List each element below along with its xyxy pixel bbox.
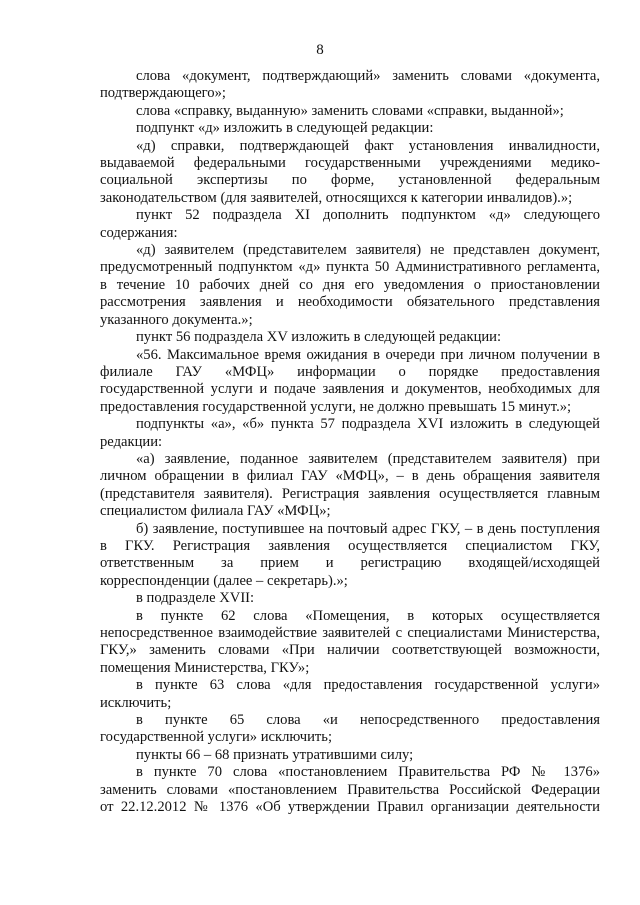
- text-line: государственной услуги и подаче заявления и документов, необходимых для: [100, 381, 600, 398]
- paragraph: [100, 764, 600, 816]
- paragraph: [100, 416, 600, 451]
- paragraph: [100, 712, 600, 747]
- text-line: слова «документ, подтверждающий» заменить словами «документа,: [136, 68, 600, 84]
- text-line: ответственным за прием и регистрацию входящей/исходящей: [100, 555, 600, 572]
- text-line: исключить;: [100, 694, 172, 711]
- text-line: рассмотрения заявления и необходимости обязательного представления: [100, 294, 600, 311]
- text-line: в пункте 70 слова «постановлением Правительства РФ № 1376»: [136, 764, 600, 781]
- text-line: слова «справку, выданную» заменить словами «справки, выданной»;: [136, 102, 564, 119]
- text-line: в пункте 65 слова «и непосредственного предоставления: [136, 712, 600, 729]
- paragraph: [100, 347, 600, 417]
- text-line: в пункте 63 слова «для предоставления государственной услуги»: [136, 677, 600, 694]
- text-line: «д) заявителем (представителем заявителя) не представлен документ,: [136, 242, 600, 259]
- text-line: указанного документа.»;: [100, 311, 253, 328]
- text-line: подтверждающего»;: [100, 85, 226, 102]
- paragraph: [100, 608, 600, 678]
- paragraph: [100, 103, 600, 120]
- text-line: пункт 52 подраздела XI дополнить подпунктом «д» следующего: [136, 207, 600, 224]
- paragraph: [100, 521, 600, 591]
- text-line: государственной услуги» исключить;: [100, 729, 332, 746]
- text-line: помещения Министерства, ГКУ»;: [100, 659, 310, 676]
- text-line: специалистом филиала ГАУ «МФЦ»;: [100, 503, 331, 520]
- text-line: предоставления государственной услуги, не должно превышать 15 минут.»;: [100, 398, 572, 415]
- text-line: ГКУ,» заменить словами «При наличии соответствующей возможности,: [100, 642, 600, 659]
- text-line: подпункт «д» изложить в следующей редакции:: [136, 120, 434, 137]
- text-line: выдаваемой федеральными государственными учреждениями медико-: [100, 155, 600, 172]
- paragraph: [100, 138, 600, 208]
- text-line: в пункте 62 слова «Помещения, в которых осуществляется: [136, 607, 600, 624]
- paragraph: [100, 747, 600, 764]
- paragraph: [100, 451, 600, 521]
- paragraph: [100, 590, 600, 607]
- text-line: в течение 10 рабочих дней со дня его уведомления о приостановлении: [100, 276, 600, 293]
- text-line: личном обращении в филиал ГАУ «МФЦ», – в день обращения заявителя: [100, 468, 600, 485]
- page-number: 8: [316, 42, 324, 58]
- text-line: пункты 66 – 68 признать утратившими силу;: [136, 746, 414, 763]
- paragraph: [100, 68, 600, 103]
- text-line: «д) справки, подтверждающей факт установления инвалидности,: [136, 137, 600, 154]
- text-line: содержания:: [100, 224, 178, 241]
- text-line: социальной экспертизы по форме, установленной федеральным: [100, 172, 600, 189]
- text-line: редакции:: [100, 433, 163, 450]
- text-line: в подразделе XVII:: [136, 590, 255, 607]
- text-line: пункт 56 подраздела XV изложить в следующей редакции:: [136, 329, 502, 346]
- text-line: корреспонденции (далее – секретарь).»;: [100, 572, 348, 589]
- text-line: (представителя заявителя). Регистрация заявления осуществляется главным: [100, 485, 600, 502]
- text-line: б) заявление, поступившее на почтовый адрес ГКУ, – в день поступления: [136, 520, 600, 537]
- text-line: непосредственное взаимодействие заявителей с специалистами Министерства,: [100, 625, 600, 641]
- paragraph: [100, 120, 600, 137]
- text-line: «а) заявление, поданное заявителем (представителем заявителя) при: [136, 450, 600, 467]
- text-line: филиале ГАУ «МФЦ» информации о порядке предоставления: [100, 363, 600, 380]
- text-line: в ГКУ. Регистрация заявления осуществляется специалистом ГКУ,: [100, 537, 600, 554]
- text-line: предусмотренный подпунктом «д» пункта 50 Административного регламента,: [100, 259, 600, 276]
- text-line: законодательством (для заявителей, относящихся к категории инвалидов).»;: [100, 189, 573, 206]
- document-body: [100, 68, 600, 816]
- paragraph: [100, 677, 600, 712]
- paragraph: [100, 329, 600, 346]
- text-line: подпункты «а», «б» пункта 57 подраздела XVI изложить в следующей: [136, 416, 600, 433]
- paragraph: [100, 242, 600, 329]
- text-line: «56. Максимальное время ожидания в очереди при личном получении в: [136, 346, 600, 363]
- text-line: от 22.12.2012 № 1376 «Об утверждении Правил организации деятельности: [100, 799, 600, 816]
- paragraph: [100, 207, 600, 242]
- text-line: заменить словами «постановлением Правительства Российской Федерации: [100, 781, 600, 798]
